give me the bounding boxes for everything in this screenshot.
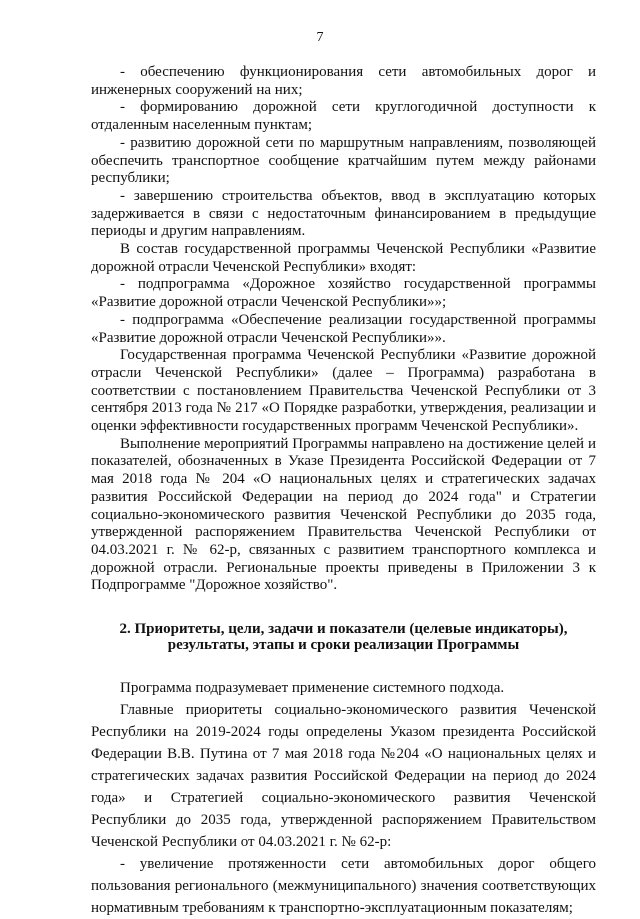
section-heading [91, 621, 596, 653]
paragraph: - обеспечению функционирования сети автомобильных дорог и инженерных сооружений на них; [91, 64, 596, 98]
paragraph: Главные приоритеты социально-экономического развития Чеченской Республики на 2019-2024 годы определены Указом президента Российской Федерации В.В. Путина от 7 мая 2018 года №204 «О национальных целях и стратегических задачах развития Российской Федерации на период до 2024 года» и Стратегией социально-экономического развития Чеченской Республики до 2035 года, утвержденной распоряжением Правительством Чеченской Республики от 04.03.2021 г. № 62-р: [91, 702, 596, 851]
paragraph: Программа подразумевает применение системного подхода. [120, 680, 505, 697]
section-heading-line: результаты, этапы и сроки реализации Программы [167, 637, 520, 654]
section-heading-line: 2. Приоритеты, цели, задачи и показатели (целевые индикаторы), [119, 621, 568, 638]
paragraph: - подпрограмма «Дорожное хозяйство государственной программы «Развитие дорожной отрасли Чеченской Республики»»; [91, 276, 596, 311]
paragraph: - развитию дорожной сети по маршрутным направлениям, позволяющей обеспечить транспортное сообщение кратчайшим путем между районами республики; [91, 134, 596, 187]
paragraph: - завершению строительства объектов, ввод в эксплуатацию которых задерживается в связи с недостаточным финансированием в предыдущие периоды и другим направлениям. [91, 187, 596, 240]
paragraph: - подпрограмма «Обеспечение реализации государственной программы «Развитие дорожной отрасли Чеченской Республики»». [91, 311, 596, 346]
paragraph: - увеличение протяженности сети автомобильных дорог общего пользования регионального (межмуниципального) значения соответствующих нормативным требованиям к транспортно-эксплуатационным показателям; [91, 856, 596, 917]
page-number: 7 [316, 30, 324, 45]
paragraph: В состав государственной программы Чеченской Республики «Развитие дорожной отрасли Чеченской Республики» входят: [91, 241, 596, 275]
paragraph: Государственная программа Чеченской Республики «Развитие дорожной отрасли Чеченской Республики» (далее – Программа) разработана в соответствии с постановлением Правительства Чеченской Республики от 3 сентября 2013 года № 217 «О Порядке разработки, утверждения, реализации и оценки эффективности государственных программ Чеченской Республики». [91, 347, 596, 435]
paragraph: Выполнение мероприятий Программы направлено на достижение целей и показателей, обозначенных в Указе Президента Российской Федерации от 7 мая 2018 года № 204 «О национальных целях и стратегических задачах развития Российской Федерации на период до 2024 года" и Стратегии социально-экономического развития Чеченской Республики до 2035 года, утвержденной распоряжением Правительства Чеченской Республики от 04.03.2021 г. № 62-р, связанных с развитием транспортного комплекса и дорожной отрасли. Региональные проекты приведены в Приложении 3 к Подпрограмме "Дорожное хозяйство". [91, 435, 596, 594]
page-body [91, 64, 596, 919]
paragraph: - формированию дорожной сети круглогодичной доступности к отдаленным населенным пунктам; [91, 99, 596, 134]
